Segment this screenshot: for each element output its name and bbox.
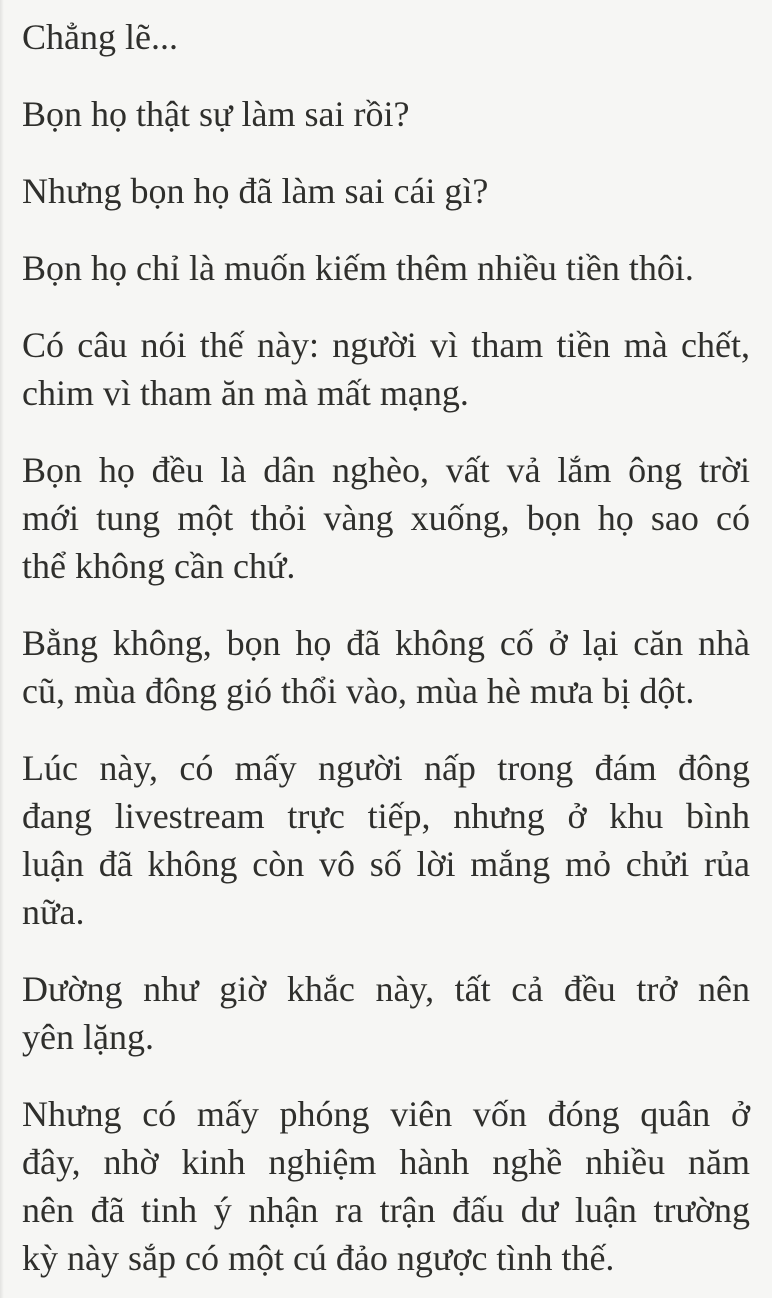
paragraph-line: mới tung một thỏi vàng xuống, bọn họ sao có xyxy=(22,498,750,538)
paragraph-line: Có câu nói thế này: người vì tham tiền mà chết, xyxy=(22,325,750,365)
paragraph-line: luận đã không còn vô số lời mắng mỏ chửi rủa xyxy=(22,844,750,884)
paragraph-line: đây, nhờ kinh nghiệm hành nghề nhiều năm xyxy=(22,1142,750,1182)
paragraph xyxy=(22,446,750,590)
paragraph-line: Chẳng lẽ... xyxy=(22,17,178,57)
paragraph-line: kỳ này sắp có một cú đảo ngược tình thế. xyxy=(22,1238,615,1278)
paragraph xyxy=(22,244,750,292)
paragraph xyxy=(22,90,750,138)
paragraph-line: Bọn họ chỉ là muốn kiếm thêm nhiều tiền thôi. xyxy=(22,248,694,288)
paragraph xyxy=(22,744,750,936)
paragraph-line: nên đã tinh ý nhận ra trận đấu dư luận trường xyxy=(22,1190,750,1230)
paragraph xyxy=(22,321,750,417)
paragraph-line: yên lặng. xyxy=(22,1017,154,1057)
paragraph xyxy=(22,619,750,715)
paragraph-line: chim vì tham ăn mà mất mạng. xyxy=(22,373,469,413)
paragraph-line: nữa. xyxy=(22,892,85,932)
paragraph-line: Lúc này, có mấy người nấp trong đám đông xyxy=(22,748,750,788)
paragraph-line: Nhưng có mấy phóng viên vốn đóng quân ở xyxy=(22,1094,750,1134)
paragraph-line: Bọn họ đều là dân nghèo, vất vả lắm ông trời xyxy=(22,450,750,490)
paragraph-line: thể không cần chứ. xyxy=(22,546,296,586)
paragraph xyxy=(22,167,750,215)
paragraph-line: Nhưng bọn họ đã làm sai cái gì? xyxy=(22,171,489,211)
paragraph-line: Bọn họ thật sự làm sai rồi? xyxy=(22,94,410,134)
paragraph-line: cũ, mùa đông gió thổi vào, mùa hè mưa bị dột. xyxy=(22,671,695,711)
paragraph-line: Bằng không, bọn họ đã không cố ở lại căn nhà xyxy=(22,623,750,663)
paragraph xyxy=(22,1090,750,1282)
paragraph xyxy=(22,13,750,61)
paragraph-line: Dường như giờ khắc này, tất cả đều trở nên xyxy=(22,969,750,1009)
paragraph xyxy=(22,965,750,1061)
paragraph-line: đang livestream trực tiếp, nhưng ở khu bình xyxy=(22,796,750,836)
